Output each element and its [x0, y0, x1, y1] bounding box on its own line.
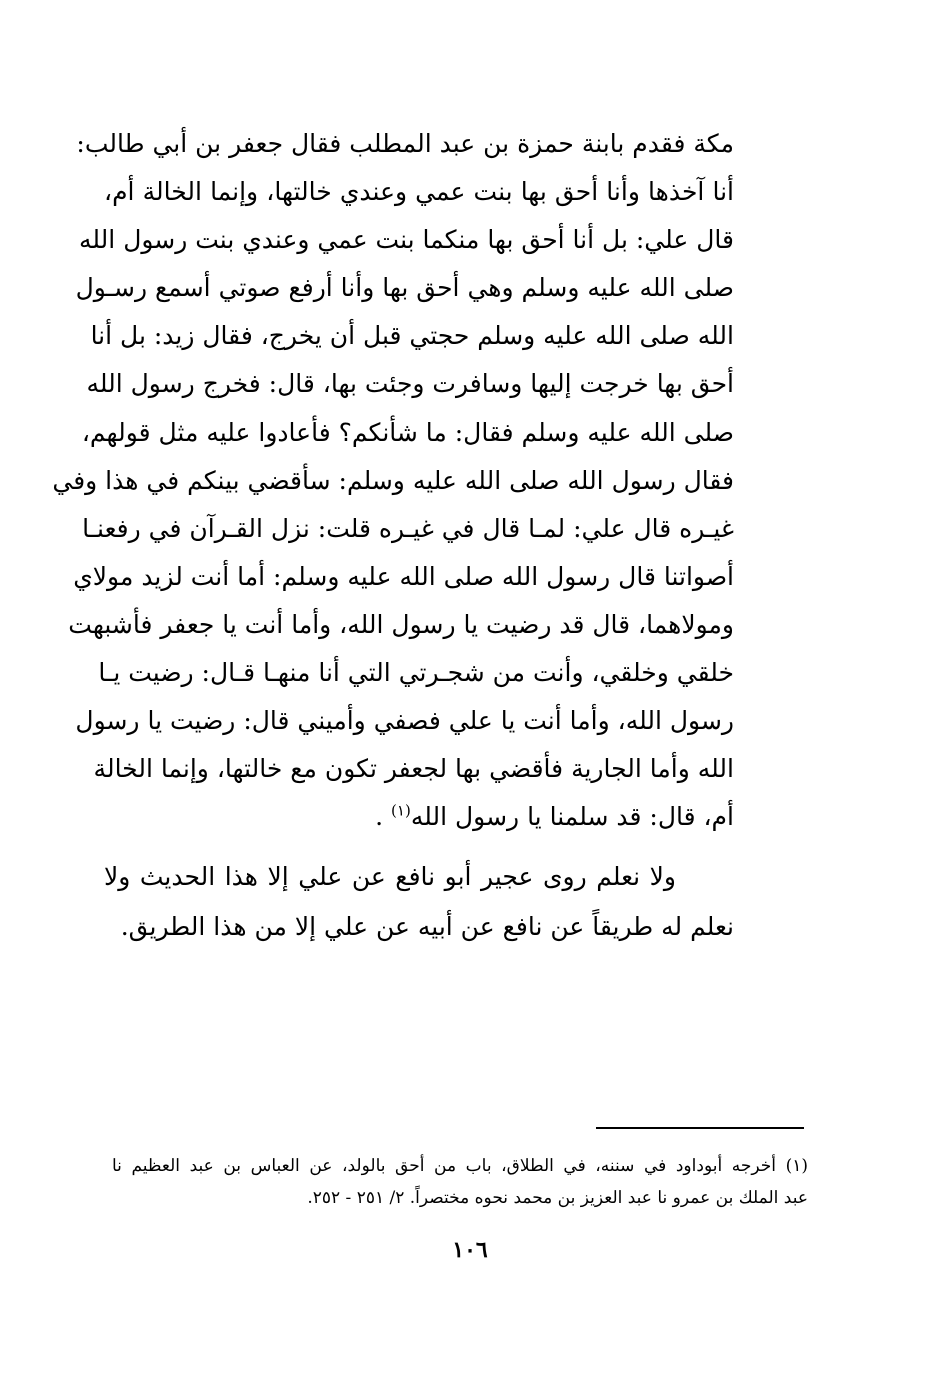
footnote-line-2: عبد الملك بن عمرو نا عبد العزيز بن محمد نحوه مختصراً. ٢/ ٢٥١ - ٢٥٢.: [307, 1188, 808, 1208]
footnote-block: [112, 1150, 808, 1214]
footnote-line-1: (١) أخرجه أبوداود في سننه، في الطلاق، باب من أحق بالولد، عن العباس بن عبد العظيم نا: [112, 1156, 808, 1176]
main-line-14: الله وأما الجارية فأقضي بها لجعفر تكون مع خالتها، وإنما الخالة: [93, 754, 734, 784]
main-line-8: فقال رسول الله صلى الله عليه وسلم: سأقضي بينكم في هذا وفي: [52, 465, 734, 495]
main-line-4: صلى الله عليه وسلم وهي أحق بها وأنا أرفع صوتي أسمع رسـول: [75, 273, 734, 303]
footnote-separator: [596, 1127, 804, 1129]
main-line-9: غيـره قال علي: لمـا قال في غيـره قلت: نزل القـرآن في رفعنـا: [82, 513, 734, 543]
main-line-13: رسول الله، وأما أنت يا علي فصفي وأميني قال: رضيت يا رسول: [75, 706, 734, 736]
main-line-15: [104, 793, 734, 841]
page-number: ١٠٦: [452, 1237, 488, 1263]
closing-paragraph: [104, 852, 734, 952]
main-line-10: أصواتنا قال رسول الله صلى الله عليه وسلم: أما أنت لزيد مولاي: [73, 561, 734, 591]
main-line-1: مكة فقدم بابنة حمزة بن عبد المطلب فقال جعفر بن أبي طالب:: [76, 129, 734, 158]
footnote-reference[interactable]: (١): [391, 801, 411, 820]
main-line-2: أنا آخذها وأنا أحق بها بنت عمي وعندي خالتها، وإنما الخالة أم،: [104, 177, 734, 207]
main-text-block: [52, 120, 734, 841]
main-last-line-end: .: [375, 802, 384, 832]
main-line-7: صلى الله عليه وسلم فقال: ما شأنكم؟ فأعادوا عليه مثل قولهم،: [81, 417, 734, 447]
main-line-12: خلقي وخلقي، وأنت من شجـرتي التي أنا منهـا قـال: رضيت يـا: [98, 658, 734, 688]
closing-line-2: نعلم له طريقاً عن نافع عن أبيه عن علي إلا من هذا الطريق.: [120, 912, 734, 941]
main-line-11: ومولاهما، قال قد رضيت يا رسول الله، وأما أنت يا جعفر فأشبهت: [68, 609, 734, 639]
main-line-3: قال علي: بل أنا أحق بها منكما بنت عمي وعندي بنت رسول الله: [79, 225, 734, 255]
main-line-6: أحق بها خرجت إليها وسافرت وجئت بها، قال: فخرج رسول الله: [86, 369, 734, 399]
main-last-line-text: أم، قال: قد سلمنا يا رسول الله: [410, 802, 734, 832]
closing-line-1: ولا نعلم روى عجير أبو نافع عن علي إلا هذا الحديث ولا: [104, 862, 676, 891]
main-line-5: الله صلى الله عليه وسلم حجتي قبل أن يخرج، فقال زيد: بل أنا: [90, 321, 734, 351]
